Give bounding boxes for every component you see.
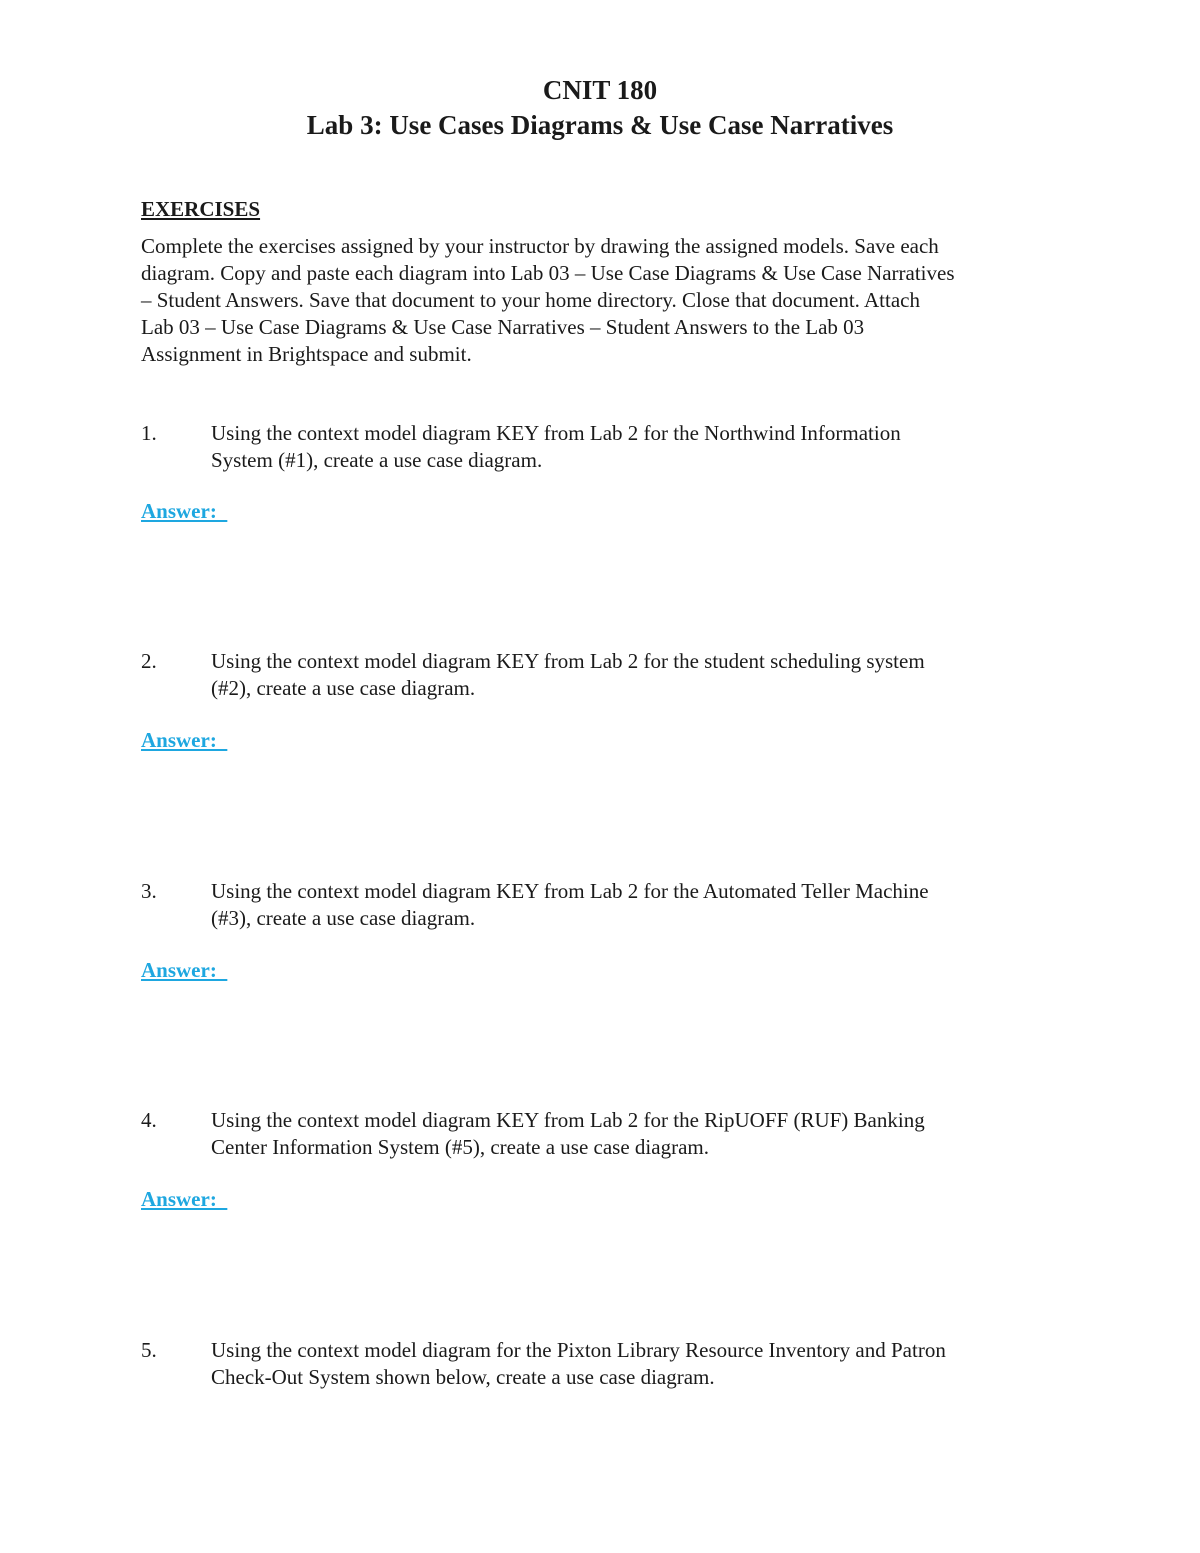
answer-label: Answer:	[141, 728, 228, 752]
answer-label: Answer:	[141, 1187, 228, 1211]
intro-line: Assignment in Brightspace and submit.	[141, 342, 472, 366]
exercise-text	[211, 878, 1091, 932]
intro-line: diagram. Copy and paste each diagram into Lab 03 – Use Case Diagrams & Use Case Narratives	[141, 261, 955, 285]
exercise-line: (#3), create a use case diagram.	[211, 906, 476, 930]
exercise-text	[211, 420, 1091, 474]
course-title: CNIT 180	[542, 75, 658, 105]
answer-label: Answer:	[141, 958, 228, 982]
exercise-line: (#2), create a use case diagram.	[211, 676, 476, 700]
exercise-line: Check-Out System shown below, create a use case diagram.	[211, 1365, 715, 1389]
answer-label: Answer:	[141, 499, 228, 523]
intro-line: – Student Answers. Save that document to your home directory. Close that document. Attach	[141, 288, 920, 312]
intro-paragraph	[141, 233, 1081, 368]
exercise-line: Using the context model diagram KEY from Lab 2 for the student scheduling system	[211, 649, 925, 673]
exercise-line: Using the context model diagram for the Pixton Library Resource Inventory and Patron	[211, 1338, 946, 1362]
intro-line: Lab 03 – Use Case Diagrams & Use Case Narratives – Student Answers to the Lab 03	[141, 315, 865, 339]
exercise-line: Using the context model diagram KEY from Lab 2 for the Northwind Information	[211, 421, 901, 445]
exercise-line: System (#1), create a use case diagram.	[211, 448, 543, 472]
exercise-text	[211, 1337, 1091, 1391]
exercise-number: 2.	[141, 649, 157, 673]
exercise-text	[211, 648, 1091, 702]
lab-title: Lab 3: Use Cases Diagrams & Use Case Narratives	[306, 110, 894, 140]
exercise-line: Center Information System (#5), create a use case diagram.	[211, 1135, 709, 1159]
exercise-number: 4.	[141, 1108, 157, 1132]
exercise-line: Using the context model diagram KEY from Lab 2 for the RipUOFF (RUF) Banking	[211, 1108, 925, 1132]
exercise-line: Using the context model diagram KEY from Lab 2 for the Automated Teller Machine	[211, 879, 929, 903]
exercise-number: 3.	[141, 879, 157, 903]
intro-line: Complete the exercises assigned by your instructor by drawing the assigned models. Save each	[141, 234, 939, 258]
exercise-text	[211, 1107, 1091, 1161]
exercise-number: 1.	[141, 421, 157, 445]
exercise-number: 5.	[141, 1338, 157, 1362]
section-heading: EXERCISES	[141, 197, 261, 221]
